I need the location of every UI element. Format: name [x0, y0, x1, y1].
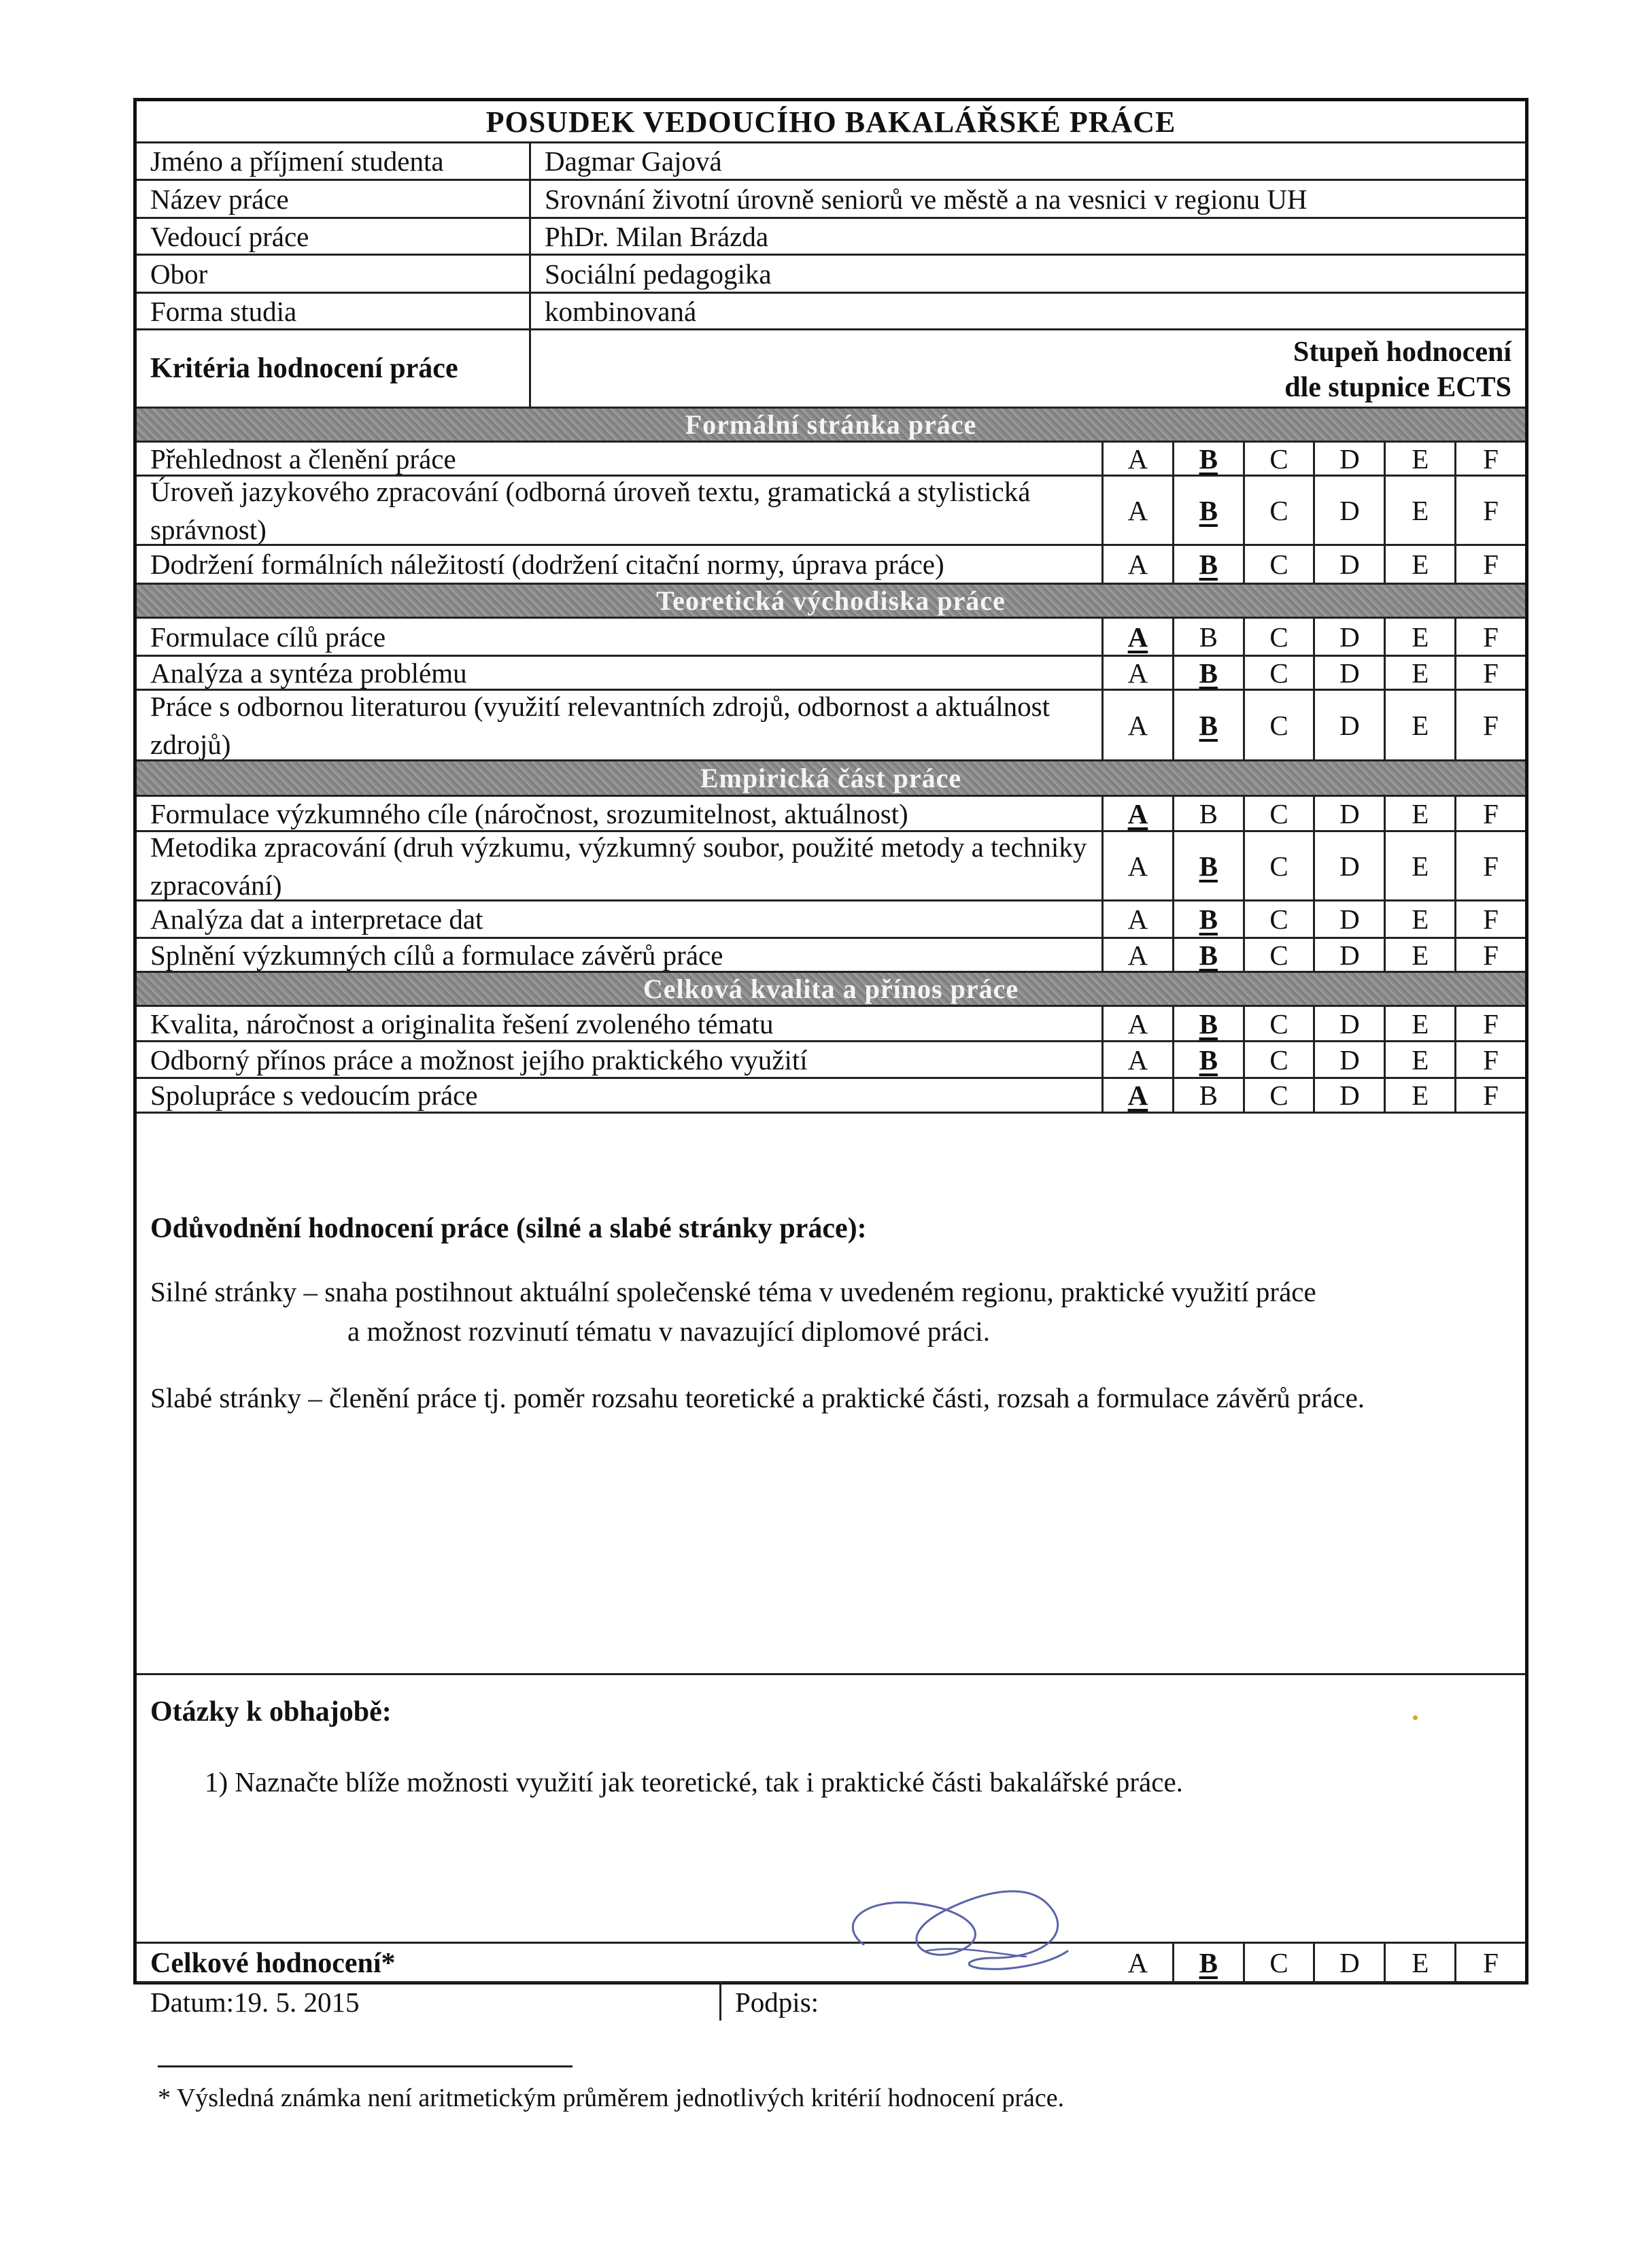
- grade-f: F: [1483, 709, 1499, 741]
- grade-c: C: [1245, 1944, 1316, 1981]
- criterion-row: [137, 901, 1525, 939]
- justification-heading: Odůvodnění hodnocení práce (silné a slabé stránky práce):: [150, 1213, 867, 1244]
- criterion-label: Analýza a syntéza problému: [137, 657, 1104, 689]
- grade-scale: [1104, 1079, 1525, 1112]
- footnote-divider: [158, 2065, 573, 2067]
- section-heading-teoreticka-vychodiska-prace: Teoretická východiska práce: [137, 585, 1525, 619]
- info-row-supervisor: [137, 219, 1525, 256]
- grade-e: E: [1386, 901, 1456, 937]
- info-label: Forma studia: [137, 294, 531, 328]
- criterion-row: [137, 1042, 1525, 1079]
- grade-f: F: [1483, 1008, 1499, 1040]
- info-label: Obor: [137, 256, 531, 292]
- grade-a: A: [1104, 477, 1174, 544]
- criterion-row: [137, 657, 1525, 691]
- grade-c: C: [1245, 657, 1316, 689]
- grade-d: D: [1315, 477, 1386, 544]
- date-signature-row: [137, 1983, 1525, 2021]
- criterion-label: Přehlednost a členění práce: [137, 443, 1104, 475]
- grade-e: E: [1386, 939, 1456, 971]
- grade-f: F: [1483, 657, 1499, 689]
- grade-b: B: [1174, 1079, 1245, 1112]
- overall-grade-label: Celkové hodnocení*: [150, 1948, 396, 1979]
- criterion-label: Dodržení formálních náležitostí (dodržení citační normy, úprava práce): [137, 546, 1104, 583]
- grade-e: E: [1386, 691, 1456, 759]
- grade-a: A: [1104, 901, 1174, 937]
- grade-d: D: [1315, 1944, 1386, 1981]
- grade-scale: [1104, 691, 1525, 759]
- criteria-header-label: Kritéria hodnocení práce: [137, 330, 531, 407]
- info-label: Vedoucí práce: [137, 219, 531, 254]
- grade-e: E: [1386, 1079, 1456, 1112]
- grade-c: C: [1245, 901, 1316, 937]
- grade-d: D: [1315, 901, 1386, 937]
- info-value: PhDr. Milan Brázda: [545, 220, 769, 252]
- grade-d: D: [1315, 939, 1386, 971]
- grade-f: F: [1483, 549, 1499, 580]
- grade-a: A: [1104, 1944, 1174, 1981]
- info-row-field: [137, 256, 1525, 294]
- criteria-header-row: [137, 330, 1525, 409]
- grade-b-selected: B: [1174, 443, 1245, 475]
- info-row-student: [137, 143, 1525, 181]
- grade-f: F: [1483, 1946, 1499, 1978]
- grade-f: F: [1483, 494, 1499, 526]
- criterion-label: Odborný přínos práce a možnost jejího praktického využití: [137, 1042, 1104, 1077]
- info-value: Srovnání životní úrovně seniorů ve městě a na vesnici v regionu UH: [545, 183, 1308, 215]
- grade-scale: [1104, 939, 1525, 971]
- grade-scale: [1104, 477, 1525, 544]
- grade-d: D: [1315, 619, 1386, 655]
- grade-a-selected: A: [1104, 619, 1174, 655]
- grade-d: D: [1315, 832, 1386, 899]
- section-heading-celkova-kvalita-a-prinos-prace: Celková kvalita a přínos práce: [137, 973, 1525, 1007]
- criterion-row: [137, 939, 1525, 973]
- grade-b-selected: B: [1174, 657, 1245, 689]
- criterion-label: Splnění výzkumných cílů a formulace závěrů práce: [137, 939, 1104, 971]
- grade-f: F: [1483, 1080, 1499, 1111]
- signature-field: Podpis:: [735, 1986, 819, 2018]
- grade-f: F: [1483, 621, 1499, 653]
- criterion-row: [137, 1007, 1525, 1042]
- grade-c: C: [1245, 797, 1316, 830]
- grade-a: A: [1104, 546, 1174, 583]
- grade-d: D: [1315, 443, 1386, 475]
- grade-scale: [1104, 546, 1525, 583]
- justification-block: [137, 1201, 1525, 1675]
- grade-c: C: [1245, 1042, 1316, 1077]
- grade-a: A: [1104, 443, 1174, 475]
- info-value: Dagmar Gajová: [545, 145, 722, 177]
- footnote: * Výsledná známka není aritmetickým průměrem jednotlivých kritérií hodnocení práce.: [158, 2084, 1065, 2112]
- criterion-label: Kvalita, náročnost a originalita řešení zvoleného tématu: [137, 1007, 1104, 1040]
- grade-e: E: [1386, 546, 1456, 583]
- grade-b-selected: B: [1174, 939, 1245, 971]
- criterion-row: [137, 1079, 1525, 1114]
- grade-c: C: [1245, 1079, 1316, 1112]
- grade-scale: [1104, 619, 1525, 655]
- grade-e: E: [1386, 619, 1456, 655]
- criterion-row: [137, 797, 1525, 832]
- grade-e: E: [1386, 657, 1456, 689]
- grade-c: C: [1245, 1007, 1316, 1040]
- criterion-label: Práce s odbornou literaturou (využití relevantních zdrojů, odbornost a aktuálnost zdrojů): [137, 691, 1104, 759]
- questions-heading: Otázky k obhajobě:: [150, 1696, 392, 1728]
- section-heading-formalni-stranka-prace: Formální stránka práce: [137, 409, 1525, 443]
- grade-a: A: [1104, 691, 1174, 759]
- grade-f: F: [1483, 850, 1499, 882]
- grade-b: B: [1174, 619, 1245, 655]
- grade-b-selected: B: [1174, 546, 1245, 583]
- grade-f: F: [1483, 797, 1499, 829]
- info-row-thesis-title: [137, 181, 1525, 219]
- criterion-row: [137, 477, 1525, 546]
- info-label: Název práce: [137, 181, 531, 217]
- criterion-row: [137, 443, 1525, 477]
- grade-c: C: [1245, 691, 1316, 759]
- grade-a: A: [1104, 939, 1174, 971]
- grade-d: D: [1315, 1079, 1386, 1112]
- strong-points-line1: Silné stránky – snaha postihnout aktuální společenské téma v uvedeném regionu, praktické využití práce: [150, 1276, 1316, 1307]
- grade-e: E: [1386, 443, 1456, 475]
- handwritten-signature: [823, 1863, 1122, 1978]
- grade-scale: [1104, 443, 1525, 475]
- criterion-label: Metodika zpracování (druh výzkumu, výzkumný soubor, použité metody a techniky zpracování): [137, 832, 1104, 899]
- ink-dot: [1413, 1715, 1418, 1720]
- grade-a-selected: A: [1104, 797, 1174, 830]
- criterion-row: [137, 691, 1525, 761]
- criterion-label: Formulace cílů práce: [137, 619, 1104, 655]
- grade-b: B: [1174, 797, 1245, 830]
- grade-d: D: [1315, 1042, 1386, 1077]
- grade-f: F: [1483, 443, 1499, 475]
- grade-e: E: [1386, 1007, 1456, 1040]
- date-field: Datum:19. 5. 2015: [137, 1983, 721, 2021]
- grade-d: D: [1315, 797, 1386, 830]
- grade-b-selected: B: [1174, 1042, 1245, 1077]
- grade-a: A: [1104, 832, 1174, 899]
- grade-b-selected: B: [1174, 691, 1245, 759]
- question-1: 1) Naznačte blíže možnosti využití jak teoretické, tak i praktické části bakalářské práce.: [205, 1766, 1183, 1798]
- criterion-label: Úroveň jazykového zpracování (odborná úroveň textu, gramatická a stylistická správnost): [137, 477, 1104, 544]
- grade-d: D: [1315, 691, 1386, 759]
- weak-points: Slabé stránky – členění práce tj. poměr rozsahu teoretické a praktické části, rozsah a formulace závěrů práce.: [150, 1382, 1365, 1413]
- criterion-label: Spolupráce s vedoucím práce: [137, 1079, 1104, 1112]
- info-value: Sociální pedagogika: [545, 258, 772, 290]
- grade-a: A: [1104, 1042, 1174, 1077]
- criterion-row: [137, 546, 1525, 585]
- form-title: POSUDEK VEDOUCÍHO BAKALÁŘSKÉ PRÁCE: [137, 101, 1525, 143]
- evaluation-form: [133, 98, 1528, 2018]
- grade-b-selected: B: [1174, 901, 1245, 937]
- criterion-row: [137, 619, 1525, 657]
- strong-points-line2: a možnost rozvinutí tématu v navazující diplomové práci.: [347, 1316, 991, 1347]
- grade-a: A: [1104, 657, 1174, 689]
- ects-scale-line1: Stupeň hodnocení: [1293, 337, 1511, 368]
- grade-scale: [1104, 657, 1525, 689]
- grade-d: D: [1315, 1007, 1386, 1040]
- grade-f: F: [1483, 1044, 1499, 1076]
- grade-scale: [1104, 1042, 1525, 1077]
- section-heading-empiricka-cast-prace: Empirická část práce: [137, 761, 1525, 797]
- grade-c: C: [1245, 619, 1316, 655]
- grade-scale: [1104, 832, 1525, 899]
- grade-f: F: [1483, 939, 1499, 971]
- criterion-label: Analýza dat a interpretace dat: [137, 901, 1104, 937]
- criterion-label: Formulace výzkumného cíle (náročnost, srozumitelnost, aktuálnost): [137, 797, 1104, 830]
- grade-b-selected: B: [1174, 1944, 1245, 1981]
- ects-scale-line2: dle stupnice ECTS: [1284, 372, 1511, 403]
- grade-d: D: [1315, 546, 1386, 583]
- grade-scale: [1104, 797, 1525, 830]
- grade-c: C: [1245, 832, 1316, 899]
- grade-e: E: [1386, 1042, 1456, 1077]
- grade-c: C: [1245, 443, 1316, 475]
- info-label: Jméno a příjmení studenta: [137, 143, 531, 179]
- grade-b-selected: B: [1174, 477, 1245, 544]
- grade-f: F: [1483, 904, 1499, 935]
- info-value: kombinovaná: [545, 295, 697, 327]
- grade-a-selected: A: [1104, 1079, 1174, 1112]
- criterion-row: [137, 832, 1525, 901]
- ects-scale-heading: [1284, 334, 1511, 405]
- grade-e: E: [1386, 832, 1456, 899]
- grade-d: D: [1315, 657, 1386, 689]
- grade-c: C: [1245, 546, 1316, 583]
- grade-scale: [1104, 1007, 1525, 1040]
- overall-grade-scale: [1104, 1944, 1525, 1981]
- grade-a: A: [1104, 1007, 1174, 1040]
- grade-c: C: [1245, 939, 1316, 971]
- grade-e: E: [1386, 477, 1456, 544]
- grade-e: E: [1386, 1944, 1456, 1981]
- grade-c: C: [1245, 477, 1316, 544]
- grade-e: E: [1386, 797, 1456, 830]
- grade-b-selected: B: [1174, 1007, 1245, 1040]
- grade-b-selected: B: [1174, 832, 1245, 899]
- info-row-study-form: [137, 294, 1525, 330]
- grade-scale: [1104, 901, 1525, 937]
